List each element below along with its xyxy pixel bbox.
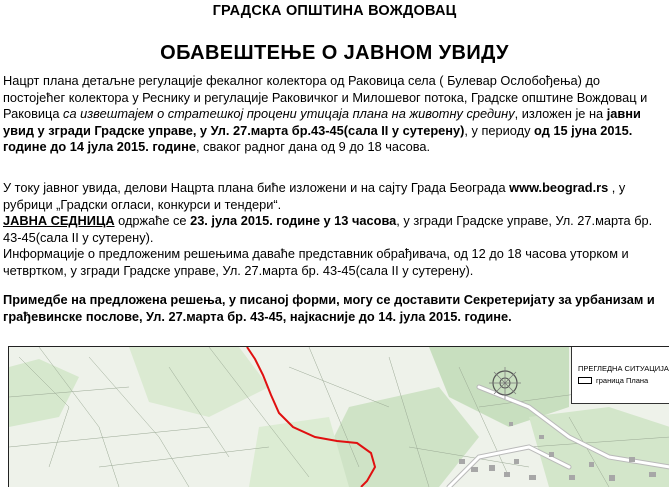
website-section-text: , у рубрици „Градски огласи, конкурси и тендери“.: [3, 180, 626, 212]
session-held-text: одржаће се: [114, 213, 191, 228]
session-location-text: , у згради Градске управе, Ул. 27.марта бр. 43-45(сала II у сутерену).: [3, 213, 653, 245]
website-link[interactable]: www.beograd.rs: [509, 180, 609, 195]
paragraph-website-session: [3, 180, 665, 279]
paragraph-plan-exhibition: [3, 73, 665, 156]
legend-boundary-symbol: [578, 377, 592, 384]
office-hours-text: , сваког радног дана од 9 до 18 часова.: [196, 139, 431, 154]
plan-description-text: Нацрт плана детаљне регулације фекалног колектора од Раковица села ( Булевар Ослобођења) до постојећег колектора у Реснику и регулације Раковичког и Милошевог потока, Градске општине Вождовац и Раковица: [3, 73, 648, 121]
review-period-dates: од 15 јуна 2015. године до 14 јула 2015. године: [3, 122, 633, 154]
public-review-location: јавни увид у згради Градске управе, у Ул. 27.марта бр.43-45(сала II у сутерену): [3, 106, 641, 138]
legend-title: ПРЕГЛЕДНА СИТУАЦИЈА: [578, 364, 669, 373]
organization-name: ГРАДСКА ОПШТИНА ВОЖДОВАЦ: [212, 3, 457, 19]
public-session-label: ЈАВНА СЕДНИЦА: [3, 213, 115, 228]
legend-boundary-label: граница Плана: [596, 376, 649, 385]
map-drawing: [9, 347, 669, 487]
public-session-datetime: 23. јула 2015. године у 13 часова: [190, 213, 397, 228]
map-legend: [571, 347, 669, 404]
page-title: ОБАВЕШТЕЊЕ О ЈАВНОМ УВИДУ: [160, 42, 509, 64]
exhibited-text: , изложен је на: [514, 106, 607, 121]
information-hours-text: Информације о предложеним решењима даваће представник обрађивача, од 12 до 18 часова уторком и четвртком, у згради Градске управе, Ул. 27.марта бр. 43-45(сала II у сутерену).: [3, 246, 629, 278]
paragraph-objections: Примедбе на предложена решења, у писаној форми, могу се доставити Секретеријату за урбанизам и грађевинске послове, Ул. 27.марта бр. 43-45, најкасније до 14. јула 2015. године.: [3, 292, 655, 324]
environmental-report-text: са извештајем о стратешкој процени утицаја плана на животну средину: [63, 106, 515, 121]
period-text: , у периоду: [464, 122, 535, 138]
overview-map: [8, 346, 669, 487]
website-intro-text: У току јавног увида, делови Нацрта плана биће изложени и на сајту Града Београда: [3, 180, 510, 195]
